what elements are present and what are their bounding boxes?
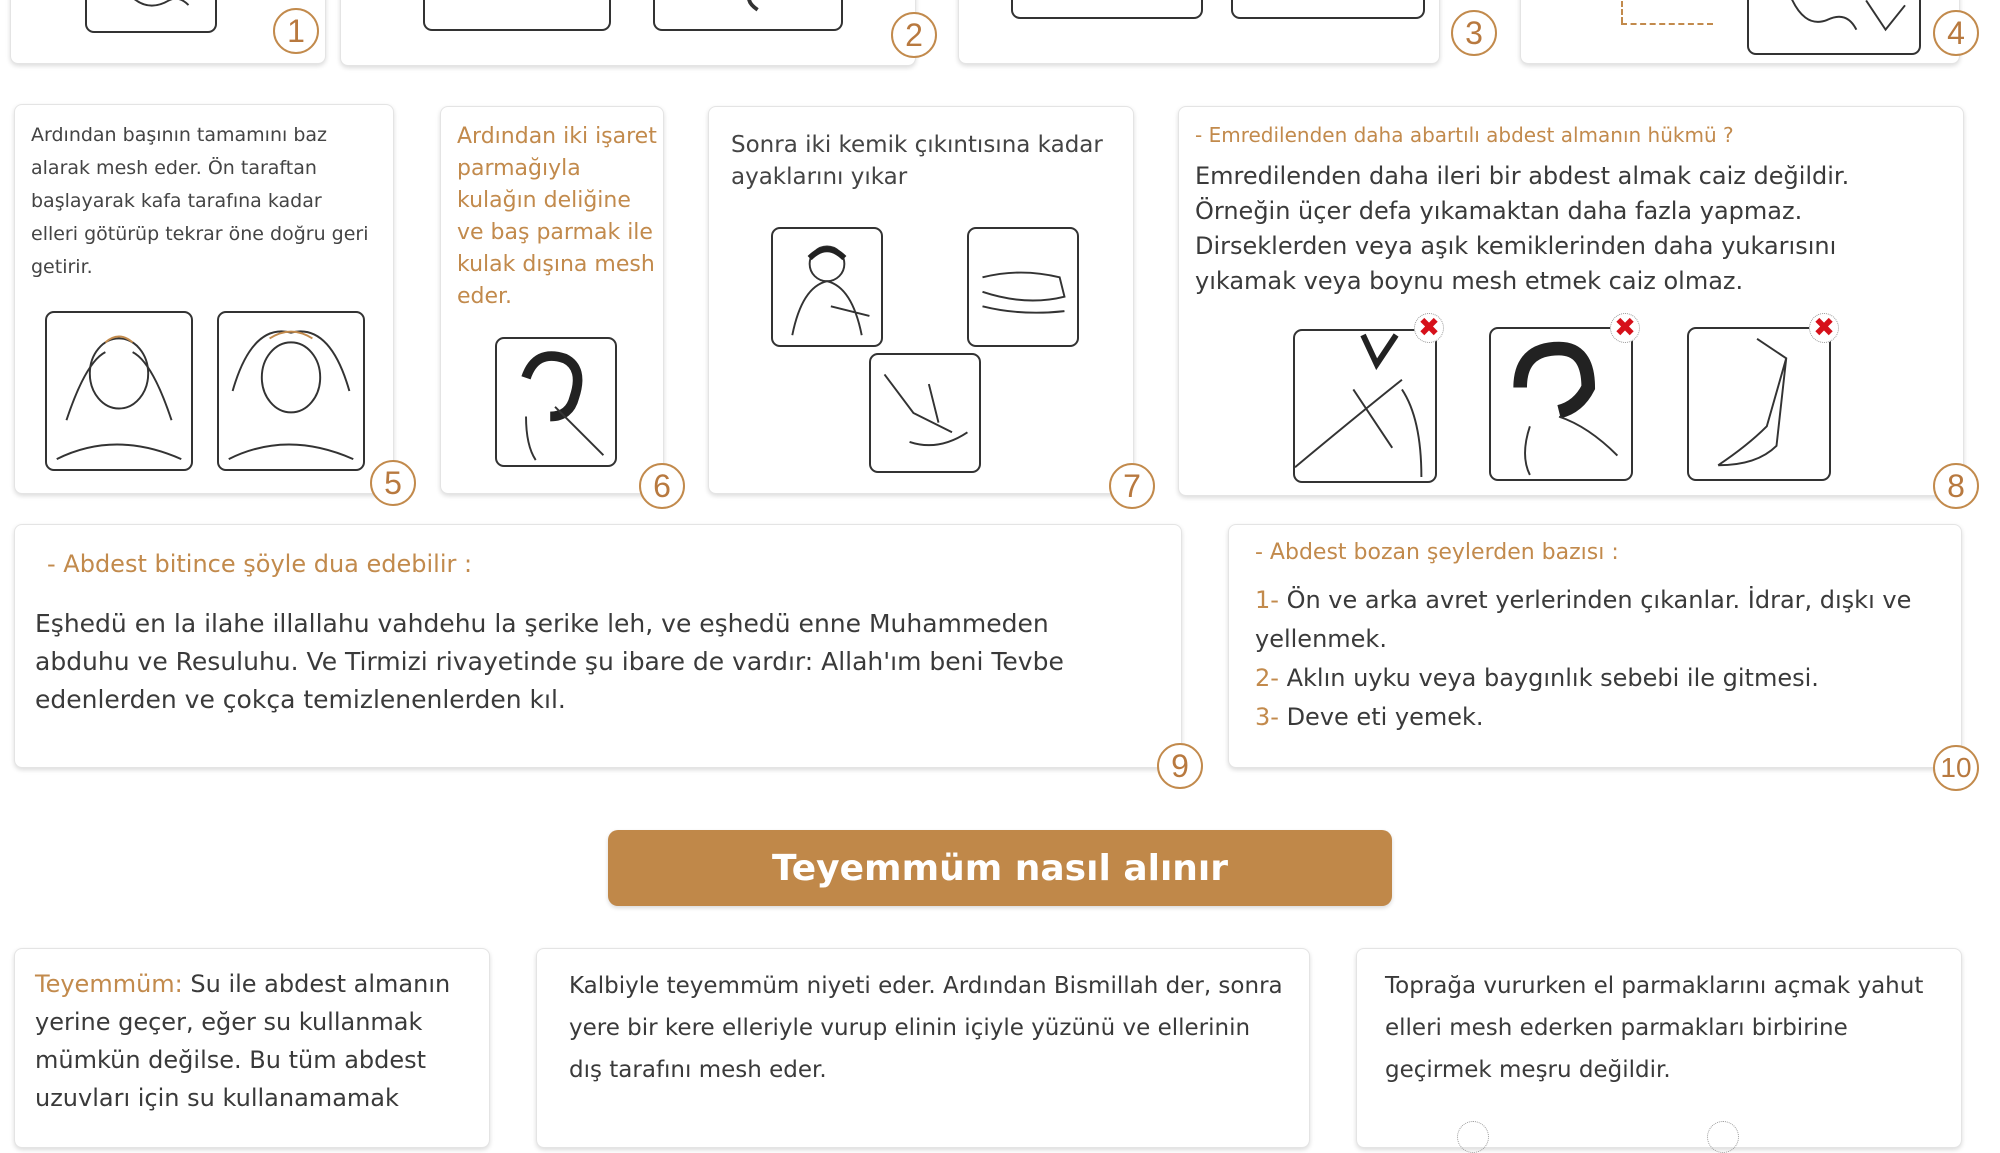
step-number-4: 4	[1933, 10, 1979, 56]
step-8-illustration-a	[1293, 329, 1437, 483]
step-number-9: 9	[1157, 743, 1203, 789]
step-3-illustration-b	[1231, 0, 1425, 19]
step-8-illustration-c	[1687, 327, 1831, 481]
step-7-illustration-b	[967, 227, 1079, 347]
list-item	[1255, 581, 1945, 659]
dashed-arrow-stem	[1621, 1, 1623, 23]
step-8-illustration-b	[1489, 327, 1633, 481]
list-item-text: Aklın uyku veya baygınlık sebebi ile gitmesi.	[1286, 664, 1819, 692]
step-5-text: Ardından başının tamamını baz alarak mesh eder. Ön taraftan başlayarak kafa tarafına kadar elleri götürüp tekrar öne doğru geri getirir.	[31, 124, 369, 278]
section-banner: Teyemmüm nasıl alınır	[608, 830, 1392, 906]
step-2-illustration-a	[423, 0, 611, 31]
list-item-text: Deve eti yemek.	[1286, 703, 1484, 731]
tayammum-definition-text: Su ile abdest almanın yerine geçer, eğer su kullanmak mümkün değilse. Bu tüm abdest uzuvları için su kullanamamak	[35, 970, 451, 1112]
step-9-text: Eşhedü en la ilahe illallahu vahdehu la şerike leh, ve eşhedü enne Muhammeden abduhu ve Resuluhu. Ve Tirmizi rivayetinde şu ibare de vardır: Allah'ım beni Tevbe edenlerden ve çokça temizlenenlerden kıl.	[35, 609, 1064, 714]
dotted-circle-icon	[1707, 1121, 1739, 1153]
step-card-9	[14, 524, 1189, 784]
list-item	[1255, 698, 1945, 737]
step-number-1: 1	[273, 8, 319, 54]
step-6-text: Ardından iki işaret parmağıyla kulağın deliğine ve baş parmak ile kulak dışına mesh eder.	[457, 124, 657, 309]
cross-icon: ✖	[1610, 313, 1640, 343]
step-number-2: 2	[891, 12, 937, 58]
list-item-number: 2-	[1255, 664, 1279, 692]
step-2-illustration-b	[653, 0, 843, 31]
step-card-2	[340, 0, 923, 66]
step-8-title: - Emredilenden daha abartılı abdest almanın hükmü ?	[1195, 123, 1734, 147]
step-7-text: Sonra iki kemik çıkıntısına kadar ayaklarını yıkar	[731, 132, 1103, 190]
step-card-5	[14, 104, 402, 501]
step-card-3	[958, 0, 1483, 64]
step-card-4	[1520, 0, 1965, 64]
step-10-title: - Abdest bozan şeylerden bazısı :	[1255, 540, 1619, 565]
step-card-6	[440, 106, 671, 504]
step-card-1	[10, 0, 326, 64]
tayammum-card-1	[14, 948, 490, 1148]
nullifier-list	[1255, 581, 1945, 737]
step-5-illustration-a	[45, 311, 193, 471]
step-number-6: 6	[639, 463, 685, 509]
list-item-number: 1-	[1255, 586, 1279, 614]
step-number-8: 8	[1933, 463, 1979, 509]
cross-icon: ✖	[1809, 313, 1839, 343]
step-8-text: Emredilenden daha ileri bir abdest almak caiz değildir. Örneğin üçer defa yıkamaktan daha fazla yapmaz. Dirseklerden veya aşık kemiklerinden daha yukarısını yıkamak veya boynu mesh etmek caiz olmaz.	[1195, 162, 1850, 295]
tayammum-card-3	[1356, 948, 1962, 1148]
dashed-arrow	[1621, 23, 1713, 25]
step-1-illustration	[85, 0, 217, 33]
step-9-title: - Abdest bitince şöyle dua edebilir :	[47, 550, 473, 578]
step-number-5: 5	[370, 460, 416, 506]
step-number-10: 10	[1933, 745, 1979, 791]
tayammum-definition	[35, 965, 455, 1117]
list-item	[1255, 659, 1945, 698]
step-number-7: 7	[1109, 463, 1155, 509]
tayammum-label: Teyemmüm:	[35, 970, 183, 998]
step-card-10	[1228, 524, 1972, 783]
step-5-illustration-b	[217, 311, 365, 471]
cross-icon: ✖	[1414, 313, 1444, 343]
list-item-number: 3-	[1255, 703, 1279, 731]
step-4-illustration	[1747, 0, 1921, 55]
step-7-illustration-a	[771, 227, 883, 347]
dotted-circle-icon	[1457, 1121, 1489, 1153]
step-6-illustration	[495, 337, 617, 467]
tayammum-note-text: Toprağa vururken el parmaklarını açmak yahut elleri mesh ederken parmakları birbirine geçirmek meşru değildir.	[1385, 973, 1924, 1083]
step-number-3: 3	[1451, 10, 1497, 56]
step-7-illustration-c	[869, 353, 981, 473]
step-card-8	[1178, 106, 1965, 504]
step-card-7	[708, 106, 1141, 504]
tayammum-card-2	[536, 948, 1310, 1148]
tayammum-steps-text: Kalbiyle teyemmüm niyeti eder. Ardından Bismillah der, sonra yere bir kere elleriyle vurup elinin içiyle yüzünü ve ellerinin dış tarafını mesh eder.	[569, 973, 1283, 1083]
step-3-illustration-a	[1011, 0, 1203, 19]
list-item-text: Ön ve arka avret yerlerinden çıkanlar. İdrar, dışkı ve yellenmek.	[1255, 586, 1912, 653]
